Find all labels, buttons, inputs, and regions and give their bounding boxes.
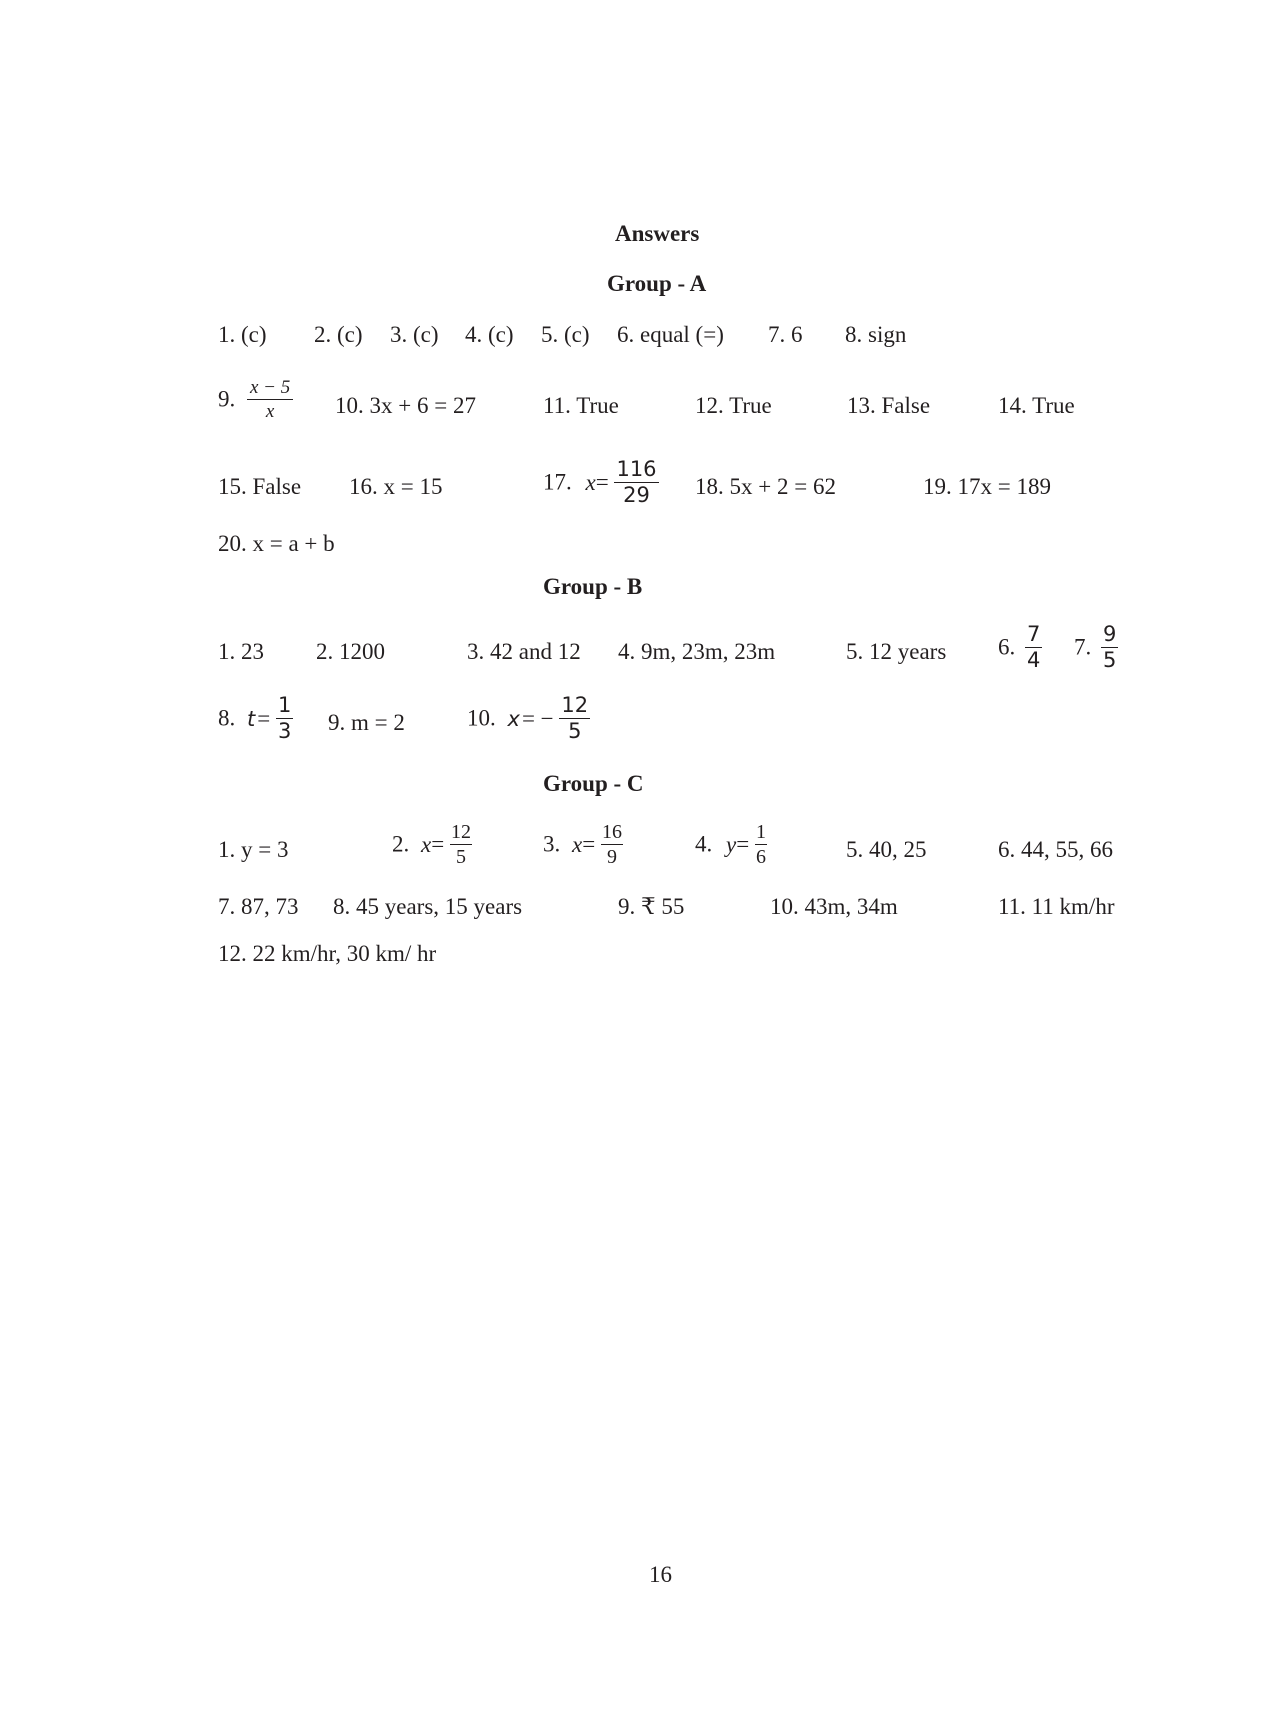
answer-c2-variable: x — [421, 831, 432, 857]
answer-c3-label: 3. — [543, 831, 561, 857]
answer-b4: 4. 9m, 23m, 23m — [618, 639, 776, 664]
fraction-numerator: 116 — [616, 457, 657, 481]
fraction-numerator: 16 — [601, 821, 622, 843]
answer-c3-variable: x — [572, 831, 583, 857]
answer-c6: 6. 44, 55, 66 — [998, 837, 1113, 862]
answer-a17-fraction — [614, 459, 658, 506]
answer-c4-label: 4. — [695, 831, 713, 857]
answer-b8-equals: = — [257, 705, 271, 731]
answer-c1: 1. y = 3 — [218, 837, 289, 862]
answer-b8 — [218, 695, 293, 742]
answer-c2 — [392, 822, 472, 867]
answer-a4: 4. (c) — [465, 322, 514, 347]
answer-c4 — [695, 822, 767, 867]
fraction-denominator: 5 — [1103, 648, 1117, 672]
fraction-numerator: x − 5 — [250, 377, 291, 398]
answer-a15: 15. False — [218, 474, 302, 499]
answer-c4-equals: = — [736, 831, 750, 857]
answer-a11: 11. True — [543, 393, 619, 418]
answer-b8-fraction — [276, 695, 293, 742]
group-b-heading: Group - B — [543, 574, 643, 599]
answer-a12: 12. True — [695, 393, 772, 418]
answer-c3-equals: = — [582, 831, 596, 857]
answer-b10-fraction — [559, 695, 590, 742]
answer-a7: 7. 6 — [768, 322, 803, 347]
answer-c8: 8. 45 years, 15 years — [333, 894, 523, 919]
fraction-denominator: 5 — [455, 846, 466, 868]
fraction-denominator: 4 — [1027, 648, 1041, 672]
group-a-heading: Group - A — [607, 271, 707, 296]
answer-a9-fraction — [247, 378, 293, 421]
answer-b5: 5. 12 years — [846, 639, 947, 664]
answer-c3 — [543, 822, 623, 867]
answer-b7-fraction — [1101, 624, 1118, 671]
answer-b9: 9. m = 2 — [328, 710, 405, 735]
answer-c10: 10. 43m, 34m — [770, 894, 898, 919]
answer-c5: 5. 40, 25 — [846, 837, 927, 862]
answer-b6 — [998, 624, 1042, 671]
answer-a13: 13. False — [847, 393, 931, 418]
fraction-denominator: 3 — [277, 719, 292, 743]
answer-c12: 12. 22 km/hr, 30 km/ hr — [218, 941, 437, 966]
fraction-denominator: 5 — [568, 719, 582, 743]
answer-a1: 1. (c) — [218, 322, 267, 347]
answer-c2-label: 2. — [392, 831, 410, 857]
answer-a14: 14. True — [998, 393, 1075, 418]
answer-c4-fraction — [755, 822, 767, 867]
answer-b3: 3. 42 and 12 — [467, 639, 581, 664]
answer-a17-variable: x — [585, 469, 596, 495]
answer-c11: 11. 11 km/hr — [998, 894, 1115, 919]
fraction-numerator: 1 — [277, 693, 292, 717]
answer-a9 — [218, 378, 293, 421]
answer-c2-equals: = — [431, 831, 445, 857]
answer-a6: 6. equal (=) — [617, 322, 724, 347]
fraction-denominator: 9 — [606, 846, 617, 868]
group-c-heading: Group - C — [543, 771, 644, 796]
page-title: Answers — [615, 221, 700, 246]
answer-c2-fraction — [450, 822, 472, 867]
answer-b1: 1. 23 — [218, 639, 264, 664]
fraction-numerator: 1 — [755, 821, 766, 843]
fraction-denominator: 6 — [755, 846, 766, 868]
fraction-numerator: 12 — [450, 821, 471, 843]
answer-c4-variable: y — [726, 831, 737, 857]
answer-b7 — [1074, 624, 1118, 671]
fraction-numerator: 9 — [1103, 622, 1117, 646]
answer-a19: 19. 17x = 189 — [923, 474, 1051, 499]
page-number: 16 — [649, 1562, 672, 1587]
answer-b6-label: 6. — [998, 634, 1016, 660]
answer-a18: 18. 5x + 2 = 62 — [695, 474, 836, 499]
answer-c9: 9. ₹ 55 — [618, 894, 685, 919]
answer-a10: 10. 3x + 6 = 27 — [335, 393, 476, 418]
answer-b2: 2. 1200 — [316, 639, 385, 664]
answer-a3: 3. (c) — [390, 322, 439, 347]
answer-a9-label: 9. — [218, 386, 236, 412]
answer-b10-label: 10. — [467, 705, 496, 731]
fraction-numerator: 7 — [1027, 622, 1041, 646]
fraction-bar — [450, 844, 472, 845]
answer-a5: 5. (c) — [541, 322, 590, 347]
answer-b8-label: 8. — [218, 705, 236, 731]
answer-a17 — [543, 459, 659, 506]
fraction-denominator: x — [265, 401, 275, 422]
answer-a8: 8. sign — [845, 322, 907, 347]
answer-a2: 2. (c) — [314, 322, 363, 347]
answer-b10-variable: x — [507, 706, 520, 731]
fraction-denominator: 29 — [623, 483, 650, 507]
fraction-bar — [755, 844, 767, 845]
answer-c7: 7. 87, 73 — [218, 894, 299, 919]
answer-c3-fraction — [601, 822, 623, 867]
answer-a20: 20. x = a + b — [218, 531, 335, 556]
answer-b10 — [467, 695, 590, 742]
answer-b8-variable: t — [247, 706, 256, 731]
fraction-bar — [247, 399, 293, 400]
answer-a16: 16. x = 15 — [349, 474, 443, 499]
answer-b6-fraction — [1025, 624, 1042, 671]
answer-b10-equals: = − — [521, 705, 554, 731]
fraction-numerator: 12 — [561, 693, 589, 717]
answer-b7-label: 7. — [1074, 634, 1092, 660]
answer-a17-equals: = — [595, 469, 609, 495]
fraction-bar — [601, 844, 623, 845]
answer-a17-label: 17. — [543, 469, 572, 495]
